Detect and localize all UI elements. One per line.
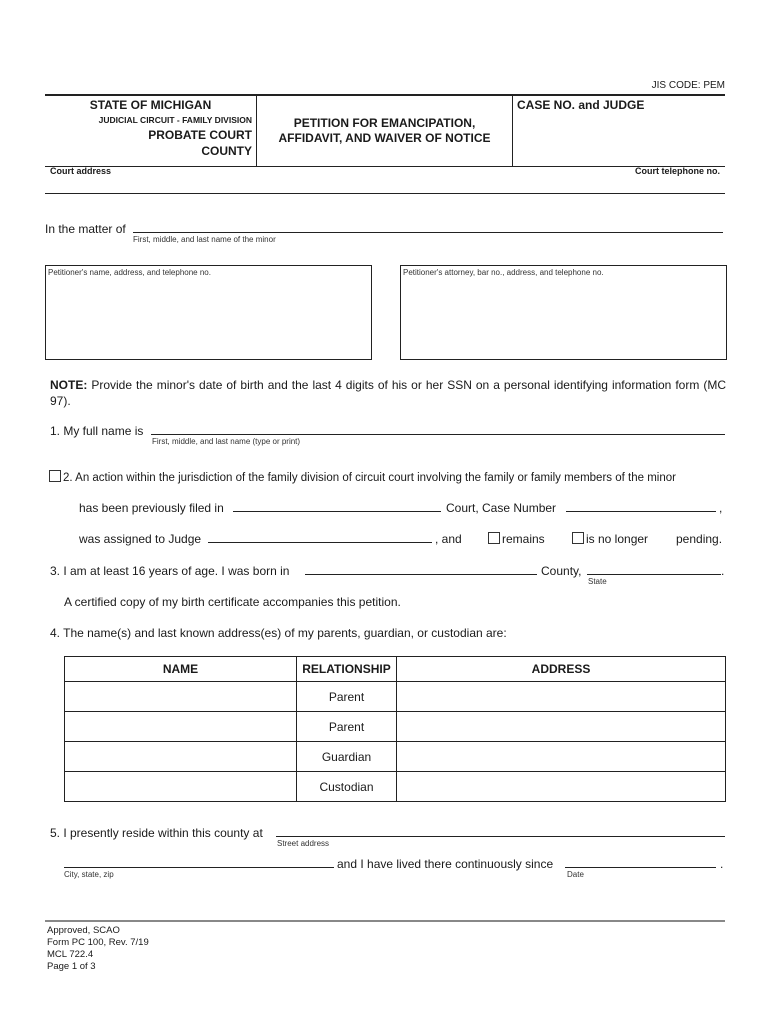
remains-option[interactable] <box>488 532 545 546</box>
case-no-label: CASE NO. and JUDGE <box>517 98 645 112</box>
page-number: Page 1 of 3 <box>47 961 96 972</box>
table-row <box>65 742 726 772</box>
full-name-caption: First, middle, and last name (type or print) <box>152 437 301 446</box>
form-footer <box>47 925 149 973</box>
name-cell[interactable] <box>65 682 297 712</box>
relationship-cell: Custodian <box>297 772 397 802</box>
filed-in-label: has been previously filed in <box>79 501 224 515</box>
assigned-judge-label: was assigned to Judge <box>79 532 202 546</box>
jis-code: JIS CODE: PEM <box>651 80 725 91</box>
judge-field[interactable] <box>208 542 432 543</box>
form-number: Form PC 100, Rev. 7/19 <box>47 937 149 948</box>
address-cell[interactable] <box>397 682 726 712</box>
birth-state-field[interactable] <box>587 574 721 575</box>
table-row <box>65 682 726 712</box>
name-cell[interactable] <box>65 742 297 772</box>
birth-certificate-text: A certified copy of my birth certificate accompanies this petition. <box>64 595 401 609</box>
relationship-cell: Parent <box>297 682 397 712</box>
footer-divider <box>45 920 725 922</box>
item2-text: 2. An action within the jurisdiction of the family division of circuit court involving the family or family members of the minor <box>63 472 676 484</box>
note-paragraph <box>50 377 726 409</box>
relationship-cell: Parent <box>297 712 397 742</box>
address-cell[interactable] <box>397 742 726 772</box>
matter-label: In the matter of <box>45 222 126 236</box>
petitioner-info-label: Petitioner's name, address, and telephone no. <box>48 268 211 277</box>
table-row <box>65 712 726 742</box>
name-column-header: NAME <box>65 657 297 682</box>
lived-since-label: and I have lived there continuously since <box>337 857 554 871</box>
title-cell <box>257 96 513 166</box>
and-label: , and <box>435 532 462 546</box>
full-name-field[interactable] <box>151 434 725 435</box>
court-phone-label: Court telephone no. <box>635 166 720 176</box>
item4-label: 4. The name(s) and last known address(es) of my parents, guardian, or custodian are: <box>50 626 507 640</box>
remains-label: remains <box>502 532 545 546</box>
form-title <box>257 116 512 146</box>
petitioner-info-box[interactable] <box>45 265 372 360</box>
city-state-zip-field[interactable] <box>64 867 334 868</box>
form-title-line2: AFFIDAVIT, AND WAIVER OF NOTICE <box>278 131 491 145</box>
court-address-line <box>45 193 725 194</box>
relationship-column-header: RELATIONSHIP <box>297 657 397 682</box>
date-caption: Date <box>567 870 584 879</box>
court-address-label: Court address <box>50 166 112 176</box>
mcl-reference: MCL 722.4 <box>47 949 94 960</box>
city-caption: City, state, zip <box>64 870 114 879</box>
table-row <box>65 772 726 802</box>
form-title-line1: PETITION FOR EMANCIPATION, <box>293 116 476 130</box>
street-address-caption: Street address <box>277 839 330 848</box>
name-cell[interactable] <box>65 712 297 742</box>
court-cell <box>45 96 257 166</box>
item2-checkbox[interactable] <box>49 470 61 482</box>
remains-checkbox[interactable] <box>488 532 500 544</box>
attorney-info-box[interactable] <box>400 265 727 360</box>
no-longer-checkbox[interactable] <box>572 532 584 544</box>
item5-period: . <box>720 857 724 871</box>
state-name: STATE OF MICHIGAN <box>89 98 212 112</box>
county-label-inline: County, <box>541 564 582 578</box>
address-column-header: ADDRESS <box>397 657 726 682</box>
filed-in-court-field[interactable] <box>233 511 441 512</box>
item3-label: 3. I am at least 16 years of age. I was born in <box>50 564 290 578</box>
address-cell[interactable] <box>397 772 726 802</box>
court-case-number-label: Court, Case Number <box>446 501 557 515</box>
relationship-cell: Guardian <box>297 742 397 772</box>
no-longer-option[interactable] <box>572 532 648 546</box>
judicial-circuit-label: JUDICIAL CIRCUIT - FAMILY DIVISION <box>98 115 252 125</box>
note-bold: NOTE: <box>50 378 88 392</box>
form-header <box>45 94 725 167</box>
minor-name-field[interactable] <box>133 232 723 233</box>
county-label: COUNTY <box>201 144 252 158</box>
item2-line1 <box>49 470 729 484</box>
birth-county-field[interactable] <box>305 574 537 575</box>
item1-label: 1. My full name is <box>50 424 144 438</box>
attorney-info-label: Petitioner's attorney, bar no., address, and telephone no. <box>403 268 604 277</box>
state-caption: State <box>588 577 607 586</box>
minor-name-caption: First, middle, and last name of the minor <box>133 235 276 244</box>
parents-table <box>64 656 726 802</box>
table-header-row <box>65 657 726 682</box>
approved-label: Approved, SCAO <box>47 925 120 936</box>
case-no-cell[interactable] <box>513 96 725 166</box>
item2-comma: , <box>719 501 723 515</box>
probate-court-label: PROBATE COURT <box>148 128 252 142</box>
pending-label: pending. <box>676 532 723 546</box>
no-longer-label: is no longer <box>586 532 649 546</box>
name-cell[interactable] <box>65 772 297 802</box>
residence-date-field[interactable] <box>565 867 716 868</box>
street-address-field[interactable] <box>276 836 725 837</box>
item3-period: . <box>721 564 725 578</box>
case-number-field[interactable] <box>566 511 716 512</box>
note-text: Provide the minor's date of birth and the last 4 digits of his or her SSN on a personal identifying information form (MC 97). <box>50 378 726 408</box>
address-cell[interactable] <box>397 712 726 742</box>
item5-label: 5. I presently reside within this county at <box>50 826 263 840</box>
